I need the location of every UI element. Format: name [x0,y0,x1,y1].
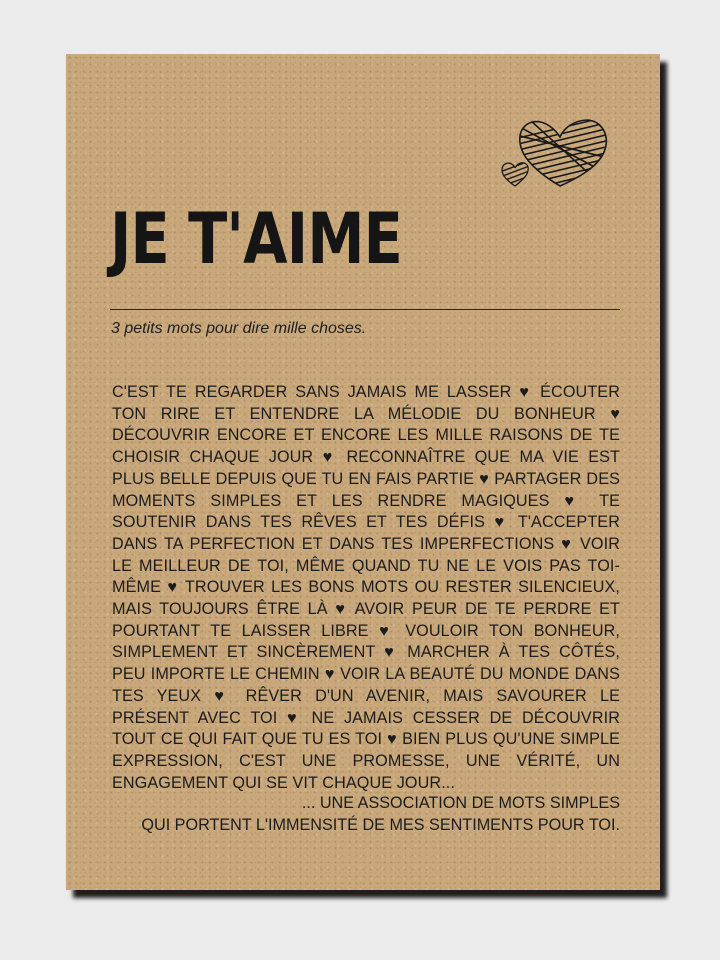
card-body-text: C'EST TE REGARDER SANS JAMAIS ME LASSER ♥ ÉCOUTER TON RIRE ET ENTENDRE LA MÉLODIE DU BONHEUR ♥ DÉCOUVRIR ENCORE ET ENCORE LES MILLE RAISONS DE TE CHOISIR CHAQUE JOUR ♥ RECONNAÎTRE QUE MA VIE EST PLUS BELLE DEPUIS QUE TU EN FAIS PARTIE ♥ PARTAGER DES MOMENTS SIMPLES ET LES RENDRE MAGIQUES ♥ TE SOUTENIR DANS TES RÊVES ET TES DÉFIS ♥ T'ACCEPTER DANS TA PERFECTION ET DANS TES IMPERFECTIONS ♥ VOIR LE MEILLEUR DE TOI, MÊME QUAND TU NE LE VOIS PAS TOI-MÊME ♥ TROUVER LES BONS MOTS OU RESTER SILENCIEUX, MAIS TOUJOURS ÊTRE LÀ ♥ AVOIR PEUR DE TE PERDRE ET POURTANT TE LAISSER LIBRE ♥ VOULOIR TON BONHEUR, SIMPLEMENT ET SINCÈREMENT ♥ MARCHER À TES CÔTÉS, PEU IMPORTE LE CHEMIN ♥ VOIR LA BEAUTÉ DU MONDE DANS TES YEUX ♥ RÊVER D'UN AVENIR, MAIS SAVOURER LE PRÉSENT AVEC TOI ♥ NE JAMAIS CESSER DE DÉCOUVRIR TOUT CE QUI FAIT QUE TU ES TOI ♥ BIEN PLUS QU'UNE SIMPLE EXPRESSION, C'EST UNE PROMESSE, UNE VÉRITÉ, UN ENGAGEMENT QUI SE VIT CHAQUE JOUR... [112,383,620,792]
scribbled-hearts-icon [500,110,610,202]
card-subtitle: 3 petits mots pour dire mille choses. [111,320,367,337]
card-title: JE T'AIME [110,198,403,280]
closing-line-1: ... UNE ASSOCIATION DE MOTS SIMPLES [301,794,620,812]
kraft-card [66,54,660,890]
title-divider [110,309,620,310]
closing-text [141,792,620,836]
closing-line-2: QUI PORTENT L'IMMENSITÉ DE MES SENTIMENTS POUR TOI. [141,816,620,834]
